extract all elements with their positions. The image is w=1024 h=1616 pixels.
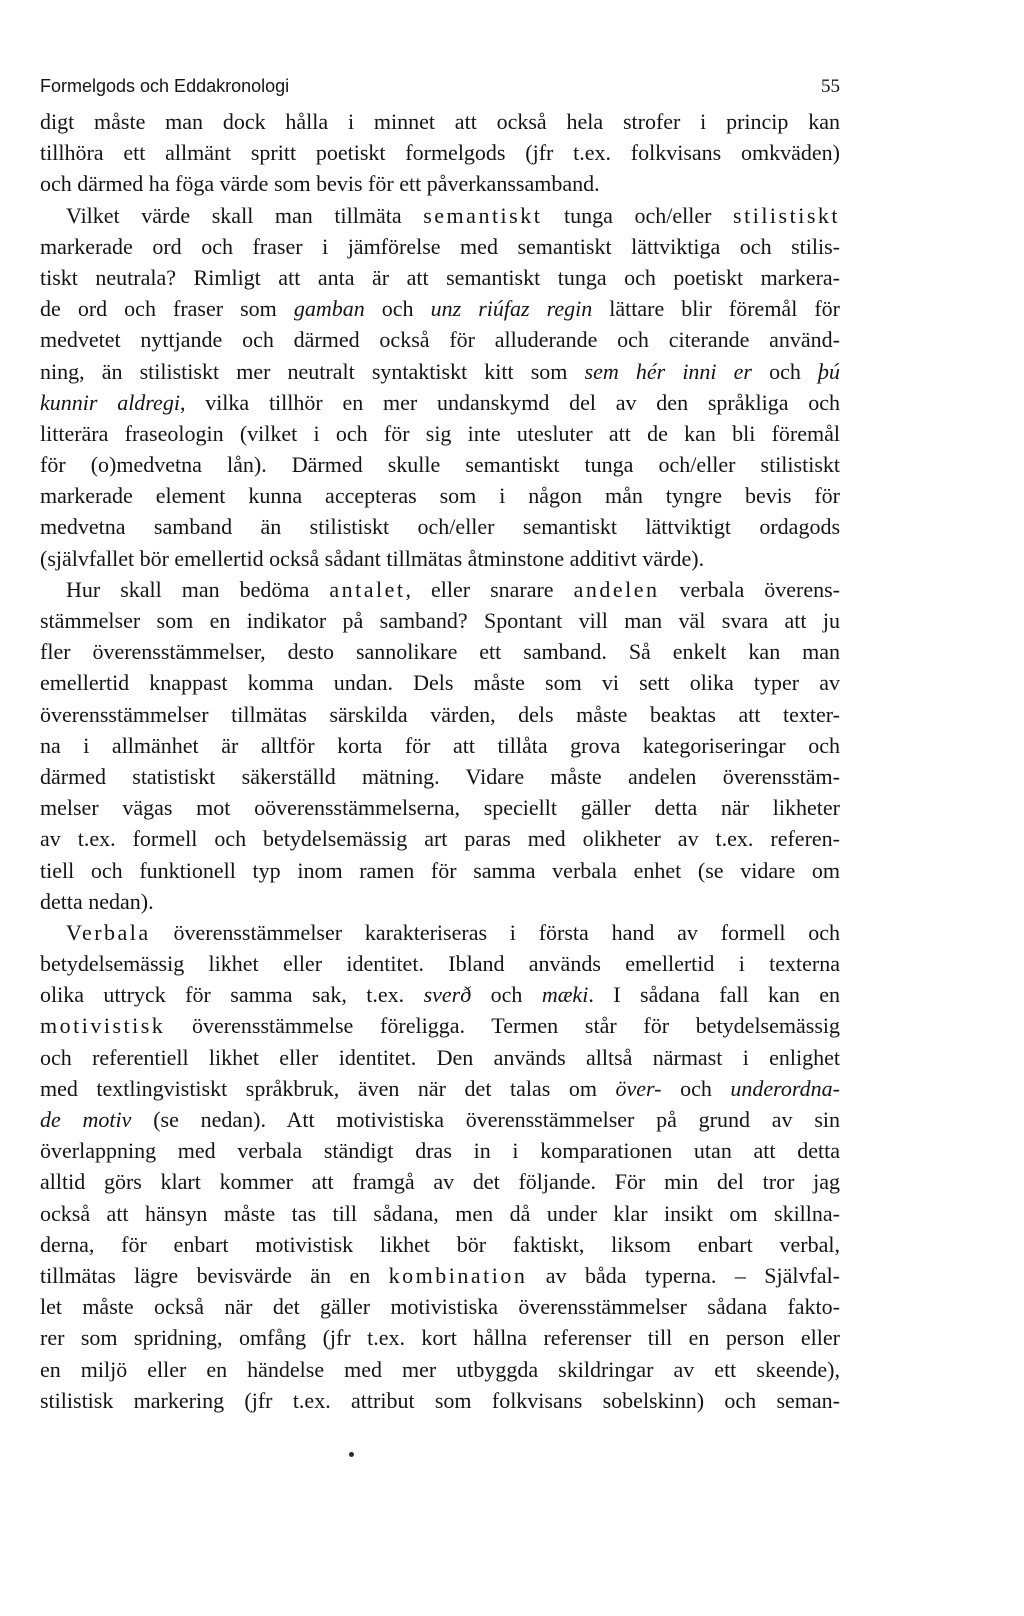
text-line: Hur skall man bedöma antalet, eller snarare andelen verbala överens- bbox=[66, 576, 840, 602]
text-line: let måste också när det gäller motivistiska överensstämmelser sådana fakto- bbox=[40, 1294, 840, 1320]
text-line: och därmed ha föga värde som bevis för ett påverkanssamband. bbox=[40, 171, 600, 197]
italic-term: þú bbox=[818, 358, 841, 384]
text-line: litterära fraseologin (vilket i och för sig inte utesluter att de kan bli föremål bbox=[40, 420, 840, 446]
text-line: fler överensstämmelser, desto sannolikare ett samband. Så enkelt kan man bbox=[40, 639, 840, 665]
text-line: för (o)medvetna lån). Därmed skulle semantiskt tunga och/eller stilistiskt bbox=[40, 452, 840, 478]
text-line: na i allmänhet är alltför korta för att tillåta grova kategoriseringar och bbox=[40, 732, 840, 758]
text-line: tiskt neutrala? Rimligt att anta är att semantiskt tunga och poetiskt markera- bbox=[40, 264, 840, 290]
text-line: en miljö eller en händelse med mer utbyggda skildringar av ett skeende), bbox=[40, 1356, 840, 1382]
text-line: Vilket värde skall man tillmäta semantiskt tunga och/eller stilistiskt bbox=[66, 202, 841, 228]
ink-speck bbox=[349, 1452, 354, 1457]
italic-term: kunnir aldregi bbox=[40, 389, 180, 415]
book-page bbox=[40, 74, 840, 1416]
emphasis: andelen bbox=[573, 576, 660, 602]
text-line: de ord och fraser som gamban och unz riúfaz regin lättare blir föremål för bbox=[40, 296, 841, 322]
italic-term: gamban bbox=[293, 296, 365, 322]
text-line: medvetna samband än stilistiskt och/eller semantiskt lättviktigt ordagods bbox=[40, 514, 840, 540]
italic-term: över- bbox=[615, 1075, 662, 1101]
text-line: tillmätas lägre bevisvärde än en kombination av båda typerna. – Självfal- bbox=[40, 1262, 841, 1288]
running-head bbox=[40, 74, 840, 106]
text-line: olika uttryck för samma sak, t.ex. sverð och mæki. I sådana fall kan en bbox=[40, 982, 841, 1008]
text-line: motivistisk överensstämmelse föreligga. Termen står för betydelsemässig bbox=[40, 1013, 840, 1039]
text-line: derna, för enbart motivistisk likhet bör faktiskt, liksom enbart verbal, bbox=[40, 1231, 840, 1257]
text-line: med textlingvistiskt språkbruk, även när det talas om över- och underordna- bbox=[40, 1075, 840, 1101]
running-title: Formelgods och Eddakronologi bbox=[40, 76, 290, 96]
emphasis: motivistisk bbox=[40, 1013, 166, 1039]
text-line: markerade element kunna accepteras som i någon mån tyngre bevis för bbox=[40, 483, 840, 509]
text-line: rer som spridning, omfång (jfr t.ex. kort hållna referenser till en person eller bbox=[40, 1325, 840, 1351]
text-line: markerade ord och fraser i jämförelse med semantiskt lättviktiga och stilis- bbox=[40, 233, 840, 259]
emphasis: kombination bbox=[388, 1262, 528, 1288]
body-text bbox=[40, 106, 840, 1416]
emphasis: stilistiskt bbox=[733, 202, 841, 228]
text-line: stilistisk markering (jfr t.ex. attribut som folkvisans sobelskinn) och seman- bbox=[40, 1387, 840, 1413]
text-line: ning, än stilistiskt mer neutralt syntaktiskt kitt som sem hér inni er och þú bbox=[40, 358, 841, 384]
text-line: stämmelser som en indikator på samband? Spontant vill man väl svara att ju bbox=[40, 608, 840, 633]
italic-term: mæki bbox=[541, 982, 589, 1008]
text-line: Verbala överensstämmelser karakteriseras i första hand av formell och bbox=[66, 919, 840, 945]
text-line: melser vägas mot oöverensstämmelserna, speciellt gäller detta när likheter bbox=[40, 795, 840, 821]
text-line: emellertid knappast komma undan. Dels måste som vi sett olika typer av bbox=[40, 670, 840, 696]
emphasis: semantiskt bbox=[423, 202, 543, 228]
text-line: alltid görs klart kommer att framgå av det följande. För min del tror jag bbox=[40, 1169, 840, 1195]
text-line: medvetet nyttjande och därmed också för alluderande och citerande använd- bbox=[40, 327, 840, 353]
text-line: av t.ex. formell och betydelsemässig art paras med olikheter av t.ex. referen- bbox=[40, 826, 840, 852]
italic-term: underordna- bbox=[730, 1075, 840, 1101]
italic-term: unz riúfaz regin bbox=[430, 296, 593, 322]
emphasis: antalet bbox=[329, 576, 406, 602]
text-line: och referentiell likhet eller identitet. Den används alltså närmast i enlighet bbox=[40, 1044, 840, 1070]
text-line: betydelsemässig likhet eller identitet. Ibland används emellertid i texterna bbox=[40, 951, 840, 977]
text-line: överlappning med verbala ständigt dras in i komparationen utan att detta bbox=[40, 1138, 840, 1164]
italic-term: de motiv bbox=[40, 1107, 132, 1132]
emphasis: Verbala bbox=[66, 919, 151, 945]
text-line: också att hänsyn måste tas till sådana, men då under klar insikt om skillna- bbox=[40, 1200, 840, 1226]
text-line: tiell och funktionell typ inom ramen för samma verbala enhet (se vidare om bbox=[40, 857, 840, 883]
text-line: (självfallet bör emellertid också sådant tillmätas åtminstone additivt värde). bbox=[40, 545, 705, 571]
text-line: digt måste man dock hålla i minnet att också hela strofer i princip kan bbox=[40, 109, 840, 134]
text-line: de motiv (se nedan). Att motivistiska överensstämmelser på grund av sin bbox=[40, 1107, 840, 1132]
text-line: detta nedan). bbox=[40, 888, 154, 914]
text-line: överensstämmelser tillmätas särskilda värden, dels måste beaktas att texter- bbox=[40, 701, 840, 727]
italic-term: sem hér inni er bbox=[584, 358, 752, 384]
text-line: därmed statistiskt säkerställd mätning. Vidare måste andelen överensstäm- bbox=[40, 763, 840, 789]
text-line: kunnir aldregi, vilka tillhör en mer undanskymd del av den språkliga och bbox=[40, 389, 840, 415]
italic-term: sverð bbox=[423, 982, 472, 1008]
text-line: tillhöra ett allmänt spritt poetiskt formelgods (jfr t.ex. folkvisans omkväden) bbox=[40, 140, 840, 166]
page-number: 55 bbox=[821, 76, 840, 97]
